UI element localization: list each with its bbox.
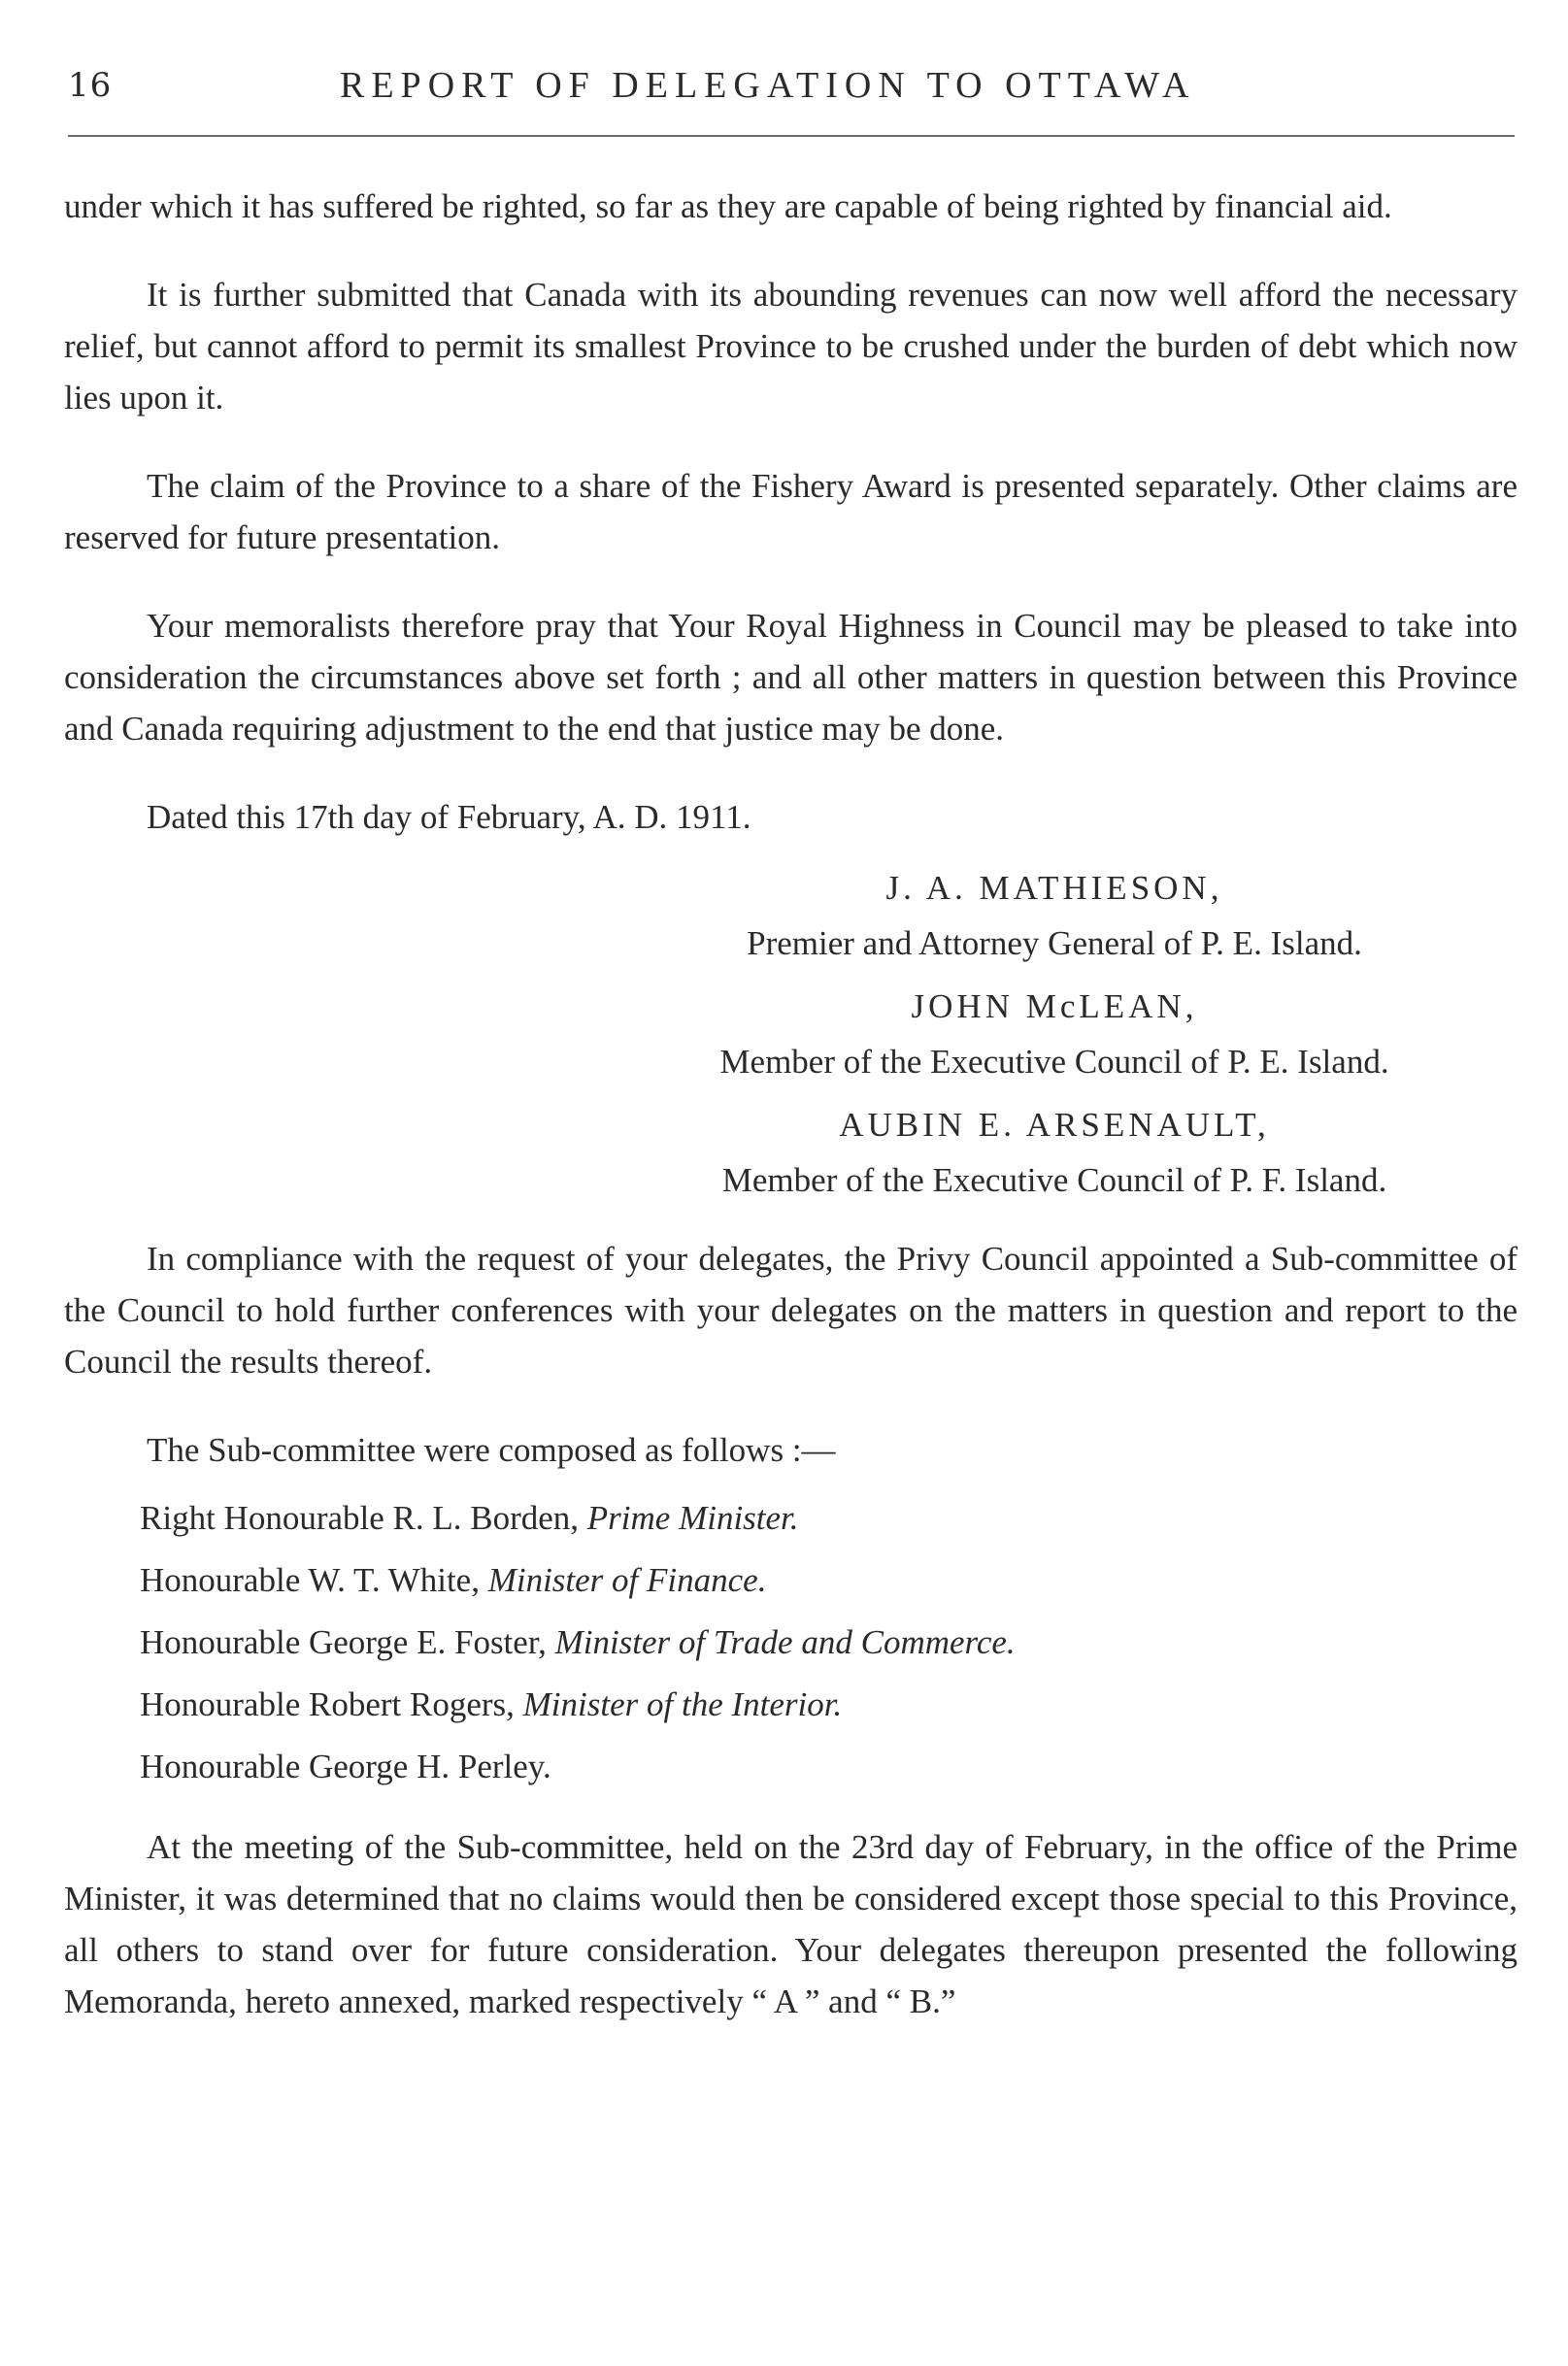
paragraph-prayer: Your memoralists therefore pray that Your Royal Highness in Council may be pleased to take into consideration the circumstances above set forth ; and all other matters in question between this Province and Canada requiring adjustment to the end that justice may be done. [64,607,1518,748]
signatory-name: AUBIN E. ARSENAULT, [839,1106,1270,1144]
page-number: 16 [68,66,113,105]
member-office: Prime Minister. [586,1499,799,1537]
dated-line: Dated this 17th day of February, A. D. 1911. [147,798,751,836]
header-rule [68,135,1515,137]
signatory-name: J. A. MATHIESON, [885,869,1223,907]
signature-mathieson [588,860,1520,971]
member-name: Honourable George H. Perley. [140,1748,551,1785]
member-name: Right Honourable R. L. Borden, [140,1499,580,1537]
member-name: Honourable George E. Foster, [140,1623,547,1661]
committee-member [64,1550,1518,1612]
member-office: Minister of Trade and Commerce. [554,1623,1016,1661]
running-title: REPORT OF DELEGATION TO OTTAWA [340,65,1196,106]
member-office: Minister of the Interior. [522,1685,843,1723]
paragraph-closing: At the meeting of the Sub-committee, held on the 23rd day of February, in the office of the Prime Minister, it was determined that no claims would then be considered except those special to this Province, all others to stand over for future consideration. Your delegates thereupon presented the following Memoranda, hereto annexed, marked respectively “ A ” and “ B.” [64,1828,1518,2020]
paragraph-continuation: under which it has suffered be righted, so far as they are capable of being righted by financial aid. [64,187,1392,225]
signatory-title: Member of the Executive Council of P. F. Island. [721,1161,1387,1199]
signature-block [64,860,1518,1208]
paragraph-relief: It is further submitted that Canada with its abounding revenues can now well afford the necessary relief, but cannot afford to permit its smallest Province to be crushed under the burden of debt which now lies upon it. [64,276,1518,417]
committee-member [64,1487,1518,1550]
signature-arsenault [588,1097,1520,1208]
paragraph-compliance: In compliance with the request of your delegates, the Privy Council appointed a Sub-committee of the Council to hold further conferences with your delegates on the matters in question and report to the Council the results thereof. [64,1240,1518,1381]
member-name: Honourable W. T. White, [140,1561,480,1599]
body-text [64,181,1518,2064]
signature-mclean [588,979,1520,1089]
committee-member [64,1674,1518,1736]
signatory-name: JOHN McLEAN, [911,987,1198,1025]
signatory-title: Member of the Executive Council of P. E. Island. [719,1043,1389,1081]
committee-member [64,1612,1518,1674]
member-name: Honourable Robert Rogers, [140,1685,515,1723]
committee-intro: The Sub-committee were composed as follows :— [147,1431,836,1469]
paragraph-fishery-award: The claim of the Province to a share of the Fishery Award is presented separately. Other claims are reserved for future presentation. [64,467,1518,556]
committee-member [64,1736,1518,1798]
member-office: Minister of Finance. [487,1561,767,1599]
page-header [68,60,1515,118]
signatory-title: Premier and Attorney General of P. E. Island. [747,924,1362,962]
